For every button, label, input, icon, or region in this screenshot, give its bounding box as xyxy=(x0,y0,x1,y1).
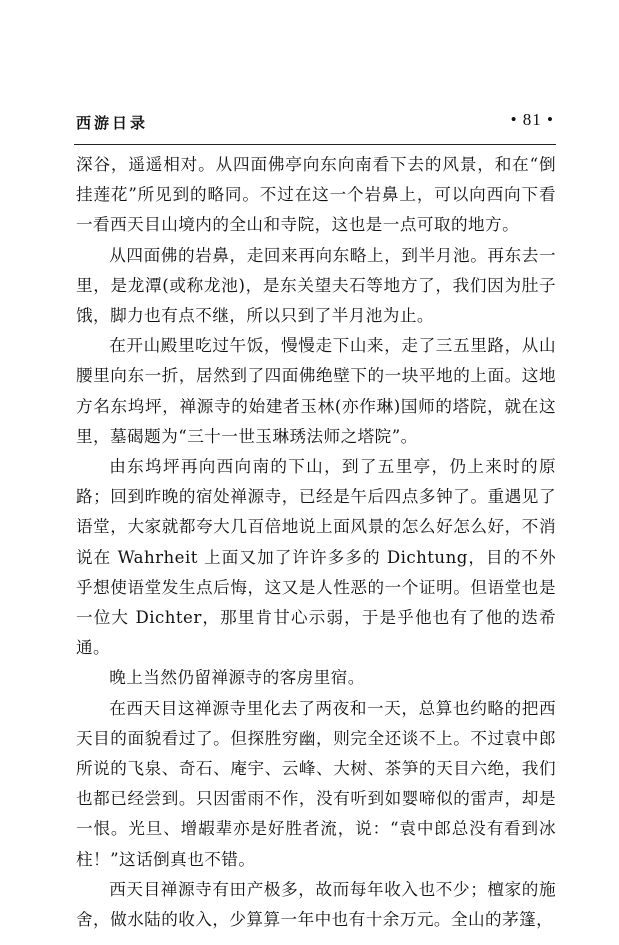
paragraph: 在开山殿里吃过午饭，慢慢走下山来，走了三五里路，从山腰里向东一折，居然到了四面佛绝壁下的一块平地的上面。这地方名东坞坪，禅源寺的始建者玉林(亦作琳)国师的塔院，就在这里，墓碣题为“三十一世玉琳琇法师之塔院”。 xyxy=(76,336,556,446)
paragraph: 在西天目这禅源寺里化去了两夜和一天，总算也约略的把西天目的面貌看过了。但探胜穷幽，则完全还谈不上。不过袁中郎所说的飞泉、奇石、庵宇、云峰、大树、茶笋的天目六绝，我们也都已经尝到。只因雷雨不作，没有听到如婴啼似的雷声，却是一恨。光旦、增嘏辈亦是好胜者流，说：“袁中郎总没有看到冰柱！”这话倒真也不错。 xyxy=(76,698,556,869)
paragraph: 由东坞坪再向西向南的下山，到了五里亭，仍上来时的原路；回到昨晚的宿处禅源寺，已经是午后四点多钟了。重遇见了语堂，大家就都夸大几百倍地说上面风景的怎么好怎么好，不消说在 Wahrheit 上面又加了许许多多的 Dichtung，目的不外乎想使语堂发生点后悔，这又是人性恶的一个证明。但语堂也是一位大 Dichter，那里肯甘心示弱，于是乎他也有了他的迭希通。 xyxy=(76,457,556,658)
page-header xyxy=(76,108,554,138)
body-text xyxy=(76,150,556,935)
paragraph: 西天目禅源寺有田产极多，故而每年收入也不少；檀家的施舍，做水陆的收入，少算算一年中也有十余万元。全山的茅篷， xyxy=(76,879,556,930)
page-number: • 81 • xyxy=(510,110,554,129)
paragraph: 从四面佛的岩鼻，走回来再向东略上，到半月池。再东去一里，是龙潭(或称龙池)，是东关望夫石等地方了，我们因为肚子饿，脚力也有点不继，所以只到了半月池为止。 xyxy=(76,245,556,326)
paragraph: 晚上当然仍留禅源寺的客房里宿。 xyxy=(109,668,365,688)
running-title: 西游日录 xyxy=(76,114,149,132)
header-divider xyxy=(74,144,556,145)
paragraph-continued: 深谷，遥遥相对。从四面佛亭向东向南看下去的风景，和在“倒挂莲花”所见到的略同。不过在这一个岩鼻上，可以向西向下看一看西天目山境内的全山和寺院，这也是一点可取的地方。 xyxy=(76,155,556,235)
